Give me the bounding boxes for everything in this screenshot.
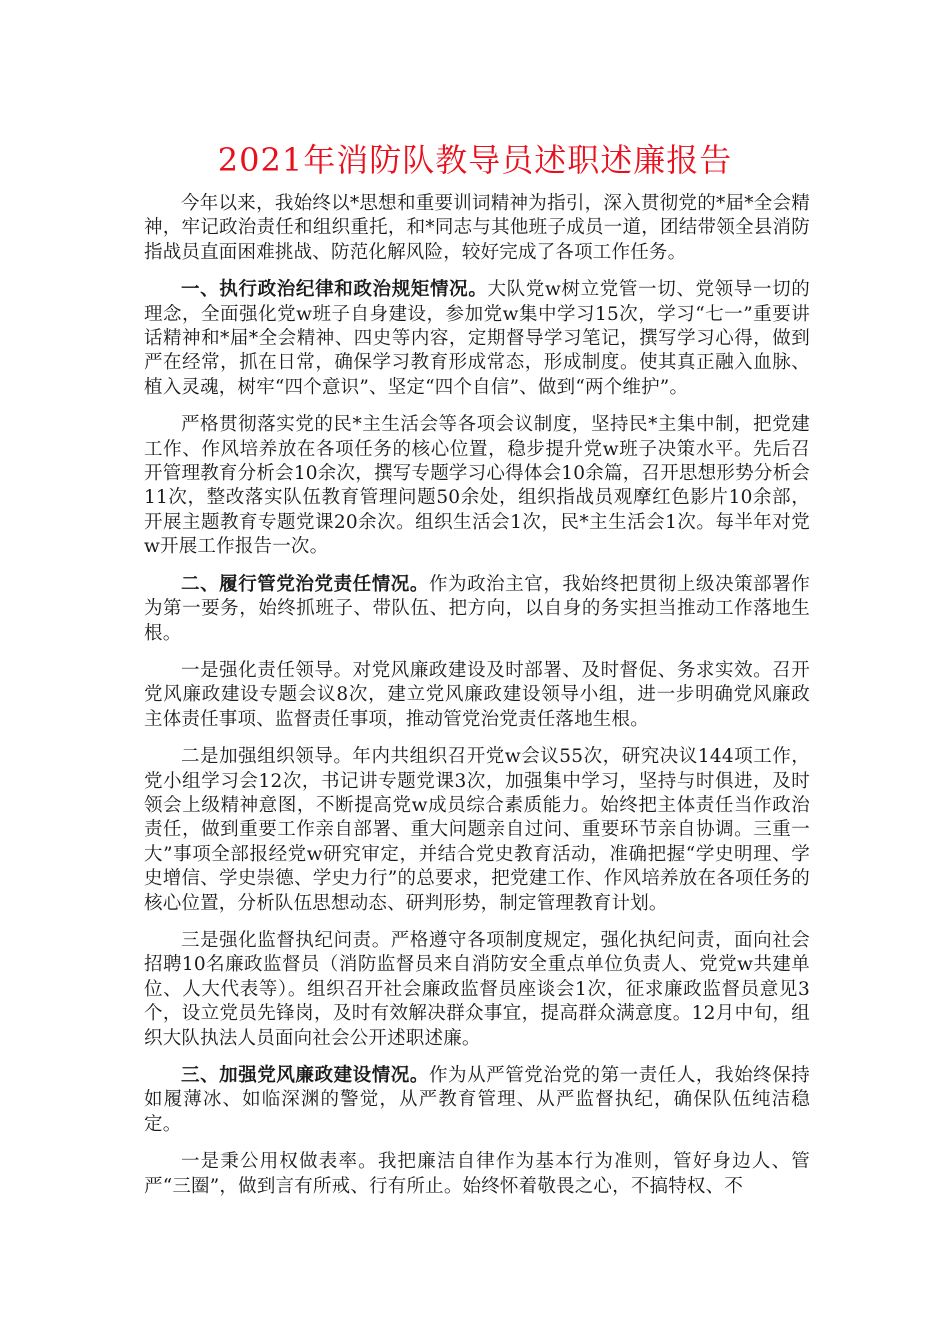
section-heading: 二、履行管党治党责任情况。 <box>181 573 429 595</box>
paragraph-text: 一是强化责任领导。对党风廉政建设及时部署、及时督促、务求实效。召开党风廉政建设专题会议8次，建立党风廉政建设领导小组，进一步明确党风廉政主体责任事项、监督责任事项，推动管党治党责任落地生根。 <box>144 659 810 730</box>
paragraph-section-2 <box>144 573 810 646</box>
paragraph-section-1 <box>144 278 810 400</box>
paragraph-text: 大队党w树立党管一切、党领导一切的理念，全面强化党w班子自身建设，参加党w集中学习15次，学习“七一”重要讲话精神和*届*全会精神、四史等内容，定期督导学习笔记，撰写学习心得，做到严在经常，抓在日常，确保学习教育形成常态，形成制度。使其真正融入血脉、植入灵魂，树牢“四个意识”、坚定“四个自信”、做到“两个维护”。 <box>144 279 810 398</box>
document-body <box>144 192 810 1212</box>
paragraph-text: 今年以来，我始终以*思想和重要训词精神为指引，深入贯彻党的*届*全会精神，牢记政治责任和组织重托，和*同志与其他班子成员一道，团结带领全县消防指战员直面困难挑战、防范化解风险，较好完成了各项工作任务。 <box>144 193 810 263</box>
paragraph-text: 作为从严管党治党的第一责任人，我始终保持如履薄冰、如临深渊的警觉，从严教育管理、从严监督执纪，确保队伍纯洁稳定。 <box>144 1065 810 1135</box>
paragraph-text: 一是秉公用权做表率。我把廉洁自律作为基本行为准则，管好身边人、管严“三圈”，做到言有所戒、行有所止。始终怀着敬畏之心，不搞特权、不 <box>144 1151 810 1197</box>
paragraph-section-1-detail <box>144 413 810 559</box>
paragraph-section-2-item-3 <box>144 929 810 1051</box>
paragraph-text: 作为政治主官，我始终把贯彻上级决策部署作为第一要务，始终抓班子、带队伍、把方向，以自身的务实担当推动工作落地生根。 <box>144 573 810 644</box>
paragraph-text: 二是加强组织领导。年内共组织召开党w会议55次，研究决议144项工作，党小组学习会12次，书记讲专题党课3次，加强集中学习，坚持与时俱进，及时领会上级精神意图，不断提高党w成员综合素质能力。始终把主体责任当作政治责任，做到重要工作亲自部署、重大问题亲自过问、重要环节亲自协调。三重一大”事项全部报经党w研究审定，并结合党史教育活动，准确把握“学史明理、学史增信、学史崇德、学史力行”的总要求，把党建工作、作风培养放在各项任务的核心位置，分析队伍思想动态、研判形势，制定管理教育计划。 <box>144 746 810 914</box>
document-title: 2021年消防队教导员述职述廉报告 <box>217 141 733 179</box>
paragraph-text: 三是强化监督执纪问责。严格遵守各项制度规定，强化执纪问责，面向社会招聘10名廉政监督员（消防监督员来自消防安全重点单位负责人、党党w共建单位、人大代表等）。组织召开社会廉政监督员座谈会1次，征求廉政监督员意见3个，设立党员先锋岗，及时有效解决群众事宜，提高群众满意度。12月中旬，组织大队执法人员面向社会公开述职述廉。 <box>144 929 810 1049</box>
section-heading: 三、加强党风廉政建设情况。 <box>181 1065 429 1086</box>
paragraph-section-2-item-2 <box>144 745 810 916</box>
section-heading: 一、执行政治纪律和政治规矩情况。 <box>181 279 488 301</box>
paragraph-section-3-item-1 <box>144 1150 810 1199</box>
paragraph-intro <box>144 192 810 265</box>
paragraph-section-2-item-1 <box>144 659 810 732</box>
paragraph-section-3 <box>144 1064 810 1137</box>
paragraph-text: 严格贯彻落实党的民*主生活会等各项会议制度，坚持民*主集中制，把党建工作、作风培养放在各项任务的核心位置，稳步提升党w班子决策水平。先后召开管理教育分析会10余次，撰写专题学习心得体会10余篇，召开思想形势分析会11次，整改落实队伍教育管理问题50余处，组织指战员观摩红色影片10余部，开展主题教育专题党课20余次。组织生活会1次，民*主生活会1次。每半年对党w开展工作报告一次。 <box>144 414 810 558</box>
